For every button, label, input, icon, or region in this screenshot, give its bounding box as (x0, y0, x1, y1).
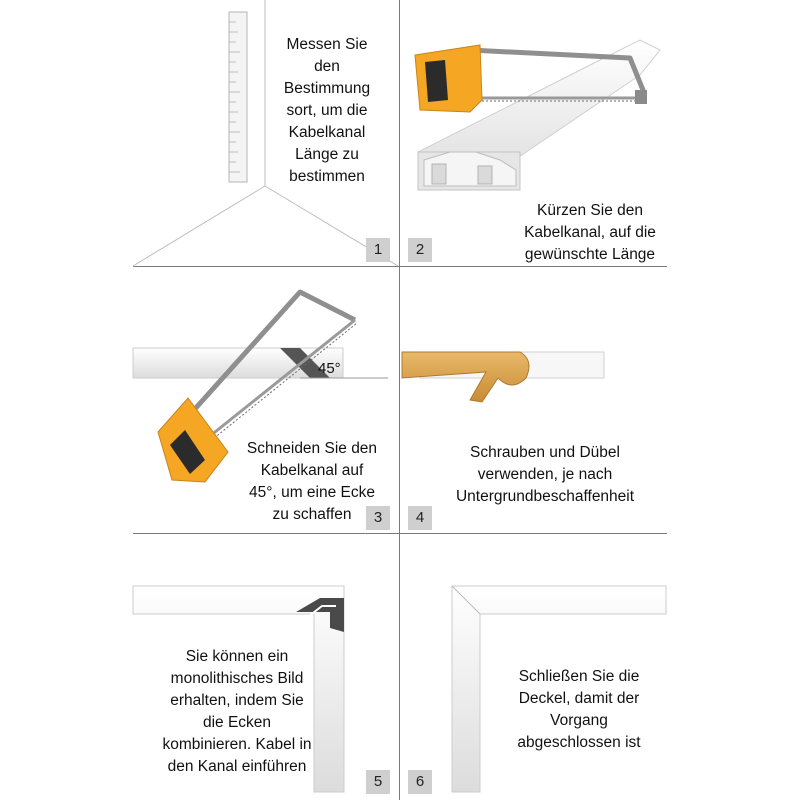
step-2-badge: 2 (408, 238, 432, 262)
step-4-badge: 4 (408, 506, 432, 530)
step-1-badge: 1 (366, 238, 390, 262)
angle-label: 45° (318, 360, 341, 377)
panel-4-adhesive-tape (402, 352, 604, 402)
step-4-caption: Schrauben und Dübel verwenden, je nach Untergrundbeschaffenheit (455, 444, 635, 505)
ruler-icon (229, 12, 247, 182)
step-6-caption: Schließen Sie die Deckel, damit der Vorgang abgeschlossen ist (517, 668, 641, 751)
step-3-caption: Schneiden Sie den Kabelkanal auf 45°, um eine Ecke zu schaffen (246, 440, 378, 523)
panel-3-channel-cut (133, 348, 388, 378)
step-6-badge: 6 (408, 770, 432, 794)
step-5-caption: Sie können ein monolithisches Bild erhalten, indem Sie die Ecken kombinieren. Kabel in den Kanal einführen (162, 648, 312, 775)
step-2-caption: Kürzen Sie den Kabelkanal, auf die gewünschte Länge (524, 202, 656, 263)
step-5-badge: 5 (366, 770, 390, 794)
step-3-badge: 3 (366, 506, 390, 530)
step-1-caption: Messen Sie den Bestimmung sort, um die Kabelkanal Länge zu bestimmen (283, 36, 371, 185)
